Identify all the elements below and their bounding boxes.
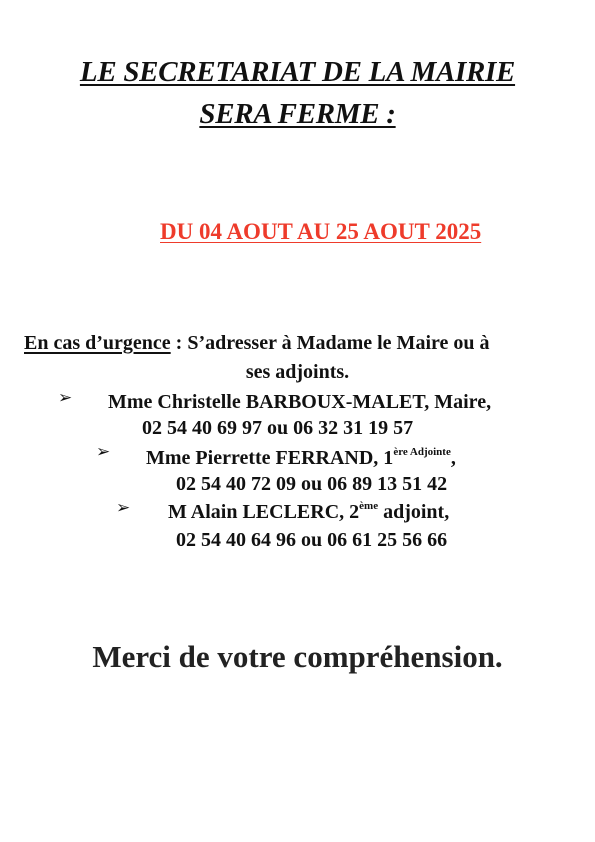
arrow-bullet-icon: ➢ (96, 442, 111, 462)
emergency-label: En cas d’urgence (24, 332, 171, 354)
contact-name-adjoint-2 (168, 502, 449, 522)
closure-dates: DU 04 AOUT AU 25 AOUT 2025 (160, 219, 482, 244)
contact-name-suffix: adjoint, (378, 501, 450, 523)
contact-name-text: M Alain LECLERC, 2 (168, 501, 360, 523)
title-line-2: SERA FERME : (199, 98, 396, 130)
emergency-line-1 (24, 333, 490, 353)
contact-name-text: Mme Pierrette FERRAND, 1 (146, 447, 394, 469)
ordinal-superscript: ère Adjointe (393, 446, 451, 458)
contact-phones-maire: 02 54 40 69 97 ou 06 32 31 19 57 (142, 417, 414, 439)
contact-name-suffix: , (450, 447, 456, 469)
emergency-text-1: : S’adresser à Madame le Maire ou à (170, 332, 490, 354)
contact-phones-adjoint-2: 02 54 40 64 96 ou 06 61 25 56 66 (176, 529, 448, 551)
contact-name-adjointe-1 (146, 448, 456, 468)
emergency-line-2: ses adjoints. (245, 361, 350, 383)
contact-name-maire: Mme Christelle BARBOUX-MALET, Maire, (108, 391, 492, 413)
closing-thanks: Merci de votre compréhension. (92, 639, 503, 674)
title-line-1: LE SECRETARIAT DE LA MAIRIE (79, 56, 516, 88)
arrow-bullet-icon: ➢ (116, 498, 131, 518)
contact-phones-adjointe-1: 02 54 40 72 09 ou 06 89 13 51 42 (176, 473, 448, 495)
arrow-bullet-icon: ➢ (58, 388, 73, 408)
ordinal-superscript: ème (359, 500, 379, 512)
